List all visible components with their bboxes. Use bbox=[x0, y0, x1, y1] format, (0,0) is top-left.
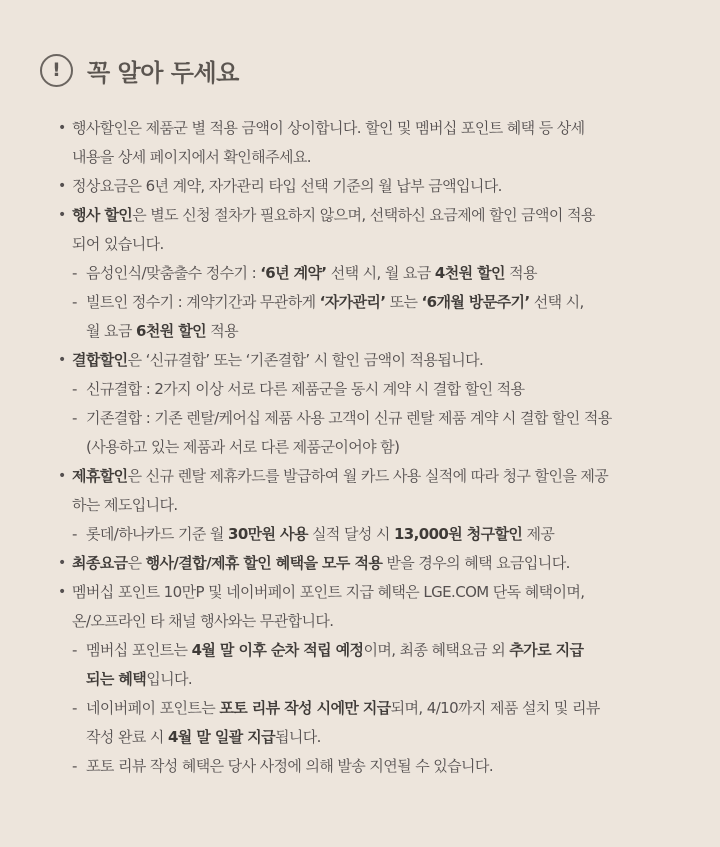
text-run: 은 bbox=[127, 554, 146, 572]
notice-item-text bbox=[72, 172, 676, 201]
emphasis-text: 제휴할인 bbox=[72, 467, 128, 485]
bullet-icon: • bbox=[58, 584, 66, 600]
text-run: 되어 있습니다. bbox=[72, 235, 164, 253]
text-run: 음성인식/맞춤출수 정수기 : bbox=[86, 264, 261, 282]
sub-item bbox=[72, 375, 676, 404]
emphasis-text: 4월 말 일괄 지급 bbox=[167, 728, 276, 746]
notice-list bbox=[40, 114, 720, 781]
bullet-icon: • bbox=[58, 120, 66, 136]
emphasis-text: 13,000원 청구할인 bbox=[393, 525, 523, 543]
text-run: 내용을 상세 페이지에서 확인해주세요. bbox=[72, 148, 311, 166]
text-run: 월 요금 bbox=[86, 322, 137, 340]
text-run: 네이버페이 포인트는 bbox=[86, 699, 220, 717]
sub-list bbox=[72, 375, 676, 462]
emphasis-text: 4천원 할인 bbox=[434, 264, 505, 282]
text-run: 온/오프라인 타 채널 행사와는 무관합니다. bbox=[72, 612, 334, 630]
bullet-icon: • bbox=[58, 207, 66, 223]
text-line bbox=[86, 404, 676, 433]
emphasis-text: 최종요금 bbox=[72, 554, 128, 572]
sub-item bbox=[72, 636, 676, 694]
sub-item bbox=[72, 752, 676, 781]
text-run: 롯데/하나카드 기준 월 bbox=[86, 525, 228, 543]
notice-item bbox=[40, 201, 676, 346]
text-run: 되며, 4/10까지 제품 설치 및 리뷰 bbox=[390, 699, 600, 717]
notice-item-text bbox=[72, 346, 676, 375]
notice-item bbox=[40, 578, 676, 781]
text-run: 멤버십 포인트는 bbox=[86, 641, 192, 659]
text-run: 정상요금은 6년 계약, 자가관리 타입 선택 기준의 월 납부 금액입니다. bbox=[72, 177, 502, 195]
text-run: 적용 bbox=[206, 322, 238, 340]
text-line bbox=[72, 491, 676, 520]
text-line bbox=[86, 317, 676, 346]
text-run: 입니다. bbox=[146, 670, 193, 688]
emphasis-text: 행사/결합/제휴 할인 혜택을 모두 적용 bbox=[145, 554, 383, 572]
sub-item bbox=[72, 520, 676, 549]
notice-item bbox=[40, 462, 676, 549]
text-line bbox=[86, 375, 676, 404]
text-run: 실적 달성 시 bbox=[307, 525, 394, 543]
text-run: 또는 bbox=[385, 293, 422, 311]
text-line bbox=[86, 752, 676, 781]
text-run: 작성 완료 시 bbox=[86, 728, 168, 746]
sub-item bbox=[72, 288, 676, 346]
text-run: 적용 bbox=[504, 264, 537, 282]
text-run: 은 별도 신청 절차가 필요하지 않으며, 선택하신 요금제에 할인 금액이 적용 bbox=[132, 206, 595, 224]
text-run: 됩니다. bbox=[275, 728, 321, 746]
text-run: (사용하고 있는 제품과 서로 다른 제품군이어야 함) bbox=[86, 438, 400, 456]
bullet-icon: • bbox=[58, 555, 66, 571]
text-line bbox=[72, 607, 676, 636]
text-run: 은 신규 렌탈 제휴카드를 발급하여 월 카드 사용 실적에 따라 청구 할인을 제공 bbox=[127, 467, 609, 485]
exclamation-icon: ! bbox=[40, 54, 73, 87]
emphasis-text: ‘6년 계약’ bbox=[260, 264, 327, 282]
text-run: 행사할인은 제품군 별 적용 금액이 상이합니다. 할인 및 멤버십 포인트 혜택 등 상세 bbox=[72, 119, 585, 137]
emphasis-text: 4월 말 이후 순차 적립 예정 bbox=[191, 641, 364, 659]
dash-icon: - bbox=[72, 264, 77, 282]
sub-item bbox=[72, 259, 676, 288]
dash-icon: - bbox=[72, 409, 77, 427]
sub-list bbox=[72, 636, 676, 781]
text-line bbox=[72, 172, 676, 201]
notice-item-text bbox=[72, 578, 676, 636]
sub-item bbox=[72, 404, 676, 462]
text-run: 포토 리뷰 작성 혜택은 당사 사정에 의해 발송 지연될 수 있습니다. bbox=[86, 757, 493, 775]
text-run: 빌트인 정수기 : 계약기간과 무관하게 bbox=[86, 293, 320, 311]
emphasis-text: 행사 할인 bbox=[72, 206, 133, 224]
dash-icon: - bbox=[72, 699, 77, 717]
sub-list bbox=[72, 520, 676, 549]
dash-icon: - bbox=[72, 641, 77, 659]
text-run: 선택 시, 월 요금 bbox=[326, 264, 435, 282]
notice-item bbox=[40, 549, 676, 578]
dash-icon: - bbox=[72, 293, 77, 311]
notice-item-text bbox=[72, 549, 676, 578]
notice-item-text bbox=[72, 201, 676, 259]
text-run: 기존결합 : 기존 렌탈/케어십 제품 사용 고객이 신규 렌탈 제품 계약 시 결합 할인 적용 bbox=[86, 409, 612, 427]
text-line bbox=[72, 346, 676, 375]
notice-item bbox=[40, 114, 676, 172]
text-line bbox=[86, 694, 676, 723]
notice-title: 꼭 알아 두세요 bbox=[87, 58, 239, 87]
emphasis-text: 되는 혜택 bbox=[86, 670, 147, 688]
sub-item bbox=[72, 694, 676, 752]
text-run: 멤버십 포인트 10만P 및 네이버페이 포인트 지급 혜택은 LGE.COM 단독 혜택이며, bbox=[72, 583, 585, 601]
text-line bbox=[72, 462, 676, 491]
notice-item-text bbox=[72, 114, 676, 172]
text-line bbox=[72, 143, 676, 172]
notice-item-text bbox=[72, 462, 676, 520]
notice-item bbox=[40, 172, 676, 201]
text-run: 하는 제도입니다. bbox=[72, 496, 178, 514]
text-line bbox=[72, 201, 676, 230]
text-line bbox=[86, 433, 676, 462]
text-line bbox=[86, 723, 676, 752]
bullet-icon: • bbox=[58, 468, 66, 484]
text-line bbox=[86, 636, 676, 665]
text-line bbox=[86, 665, 676, 694]
emphasis-text: 추가로 지급 bbox=[509, 641, 584, 659]
text-line bbox=[72, 578, 676, 607]
emphasis-text: ‘6개월 방문주기’ bbox=[421, 293, 530, 311]
text-line bbox=[86, 288, 676, 317]
text-run: 이며, 최종 혜택요금 외 bbox=[363, 641, 510, 659]
emphasis-text: 30만원 사용 bbox=[227, 525, 308, 543]
notice-item bbox=[40, 346, 676, 462]
notice-header bbox=[40, 50, 720, 90]
dash-icon: - bbox=[72, 525, 77, 543]
text-line bbox=[72, 549, 676, 578]
bullet-icon: • bbox=[58, 352, 66, 368]
text-line bbox=[86, 520, 676, 549]
emphasis-text: ‘자가관리’ bbox=[319, 293, 386, 311]
text-run: 선택 시, bbox=[529, 293, 584, 311]
dash-icon: - bbox=[72, 380, 77, 398]
sub-list bbox=[72, 259, 676, 346]
text-run: 신규결합 : 2가지 이상 서로 다른 제품군을 동시 계약 시 결합 할인 적용 bbox=[86, 380, 525, 398]
text-run: 은 ‘신규결합’ 또는 ‘기존결합’ 시 할인 금액이 적용됩니다. bbox=[127, 351, 484, 369]
text-line bbox=[86, 259, 676, 288]
dash-icon: - bbox=[72, 757, 77, 775]
text-run: 제공 bbox=[522, 525, 555, 543]
text-line bbox=[72, 230, 676, 259]
emphasis-text: 6천원 할인 bbox=[136, 322, 207, 340]
bullet-icon: • bbox=[58, 178, 66, 194]
emphasis-text: 포토 리뷰 작성 시에만 지급 bbox=[219, 699, 391, 717]
text-run: 받을 경우의 혜택 요금입니다. bbox=[382, 554, 570, 572]
text-line bbox=[72, 114, 676, 143]
emphasis-text: 결합할인 bbox=[72, 351, 128, 369]
